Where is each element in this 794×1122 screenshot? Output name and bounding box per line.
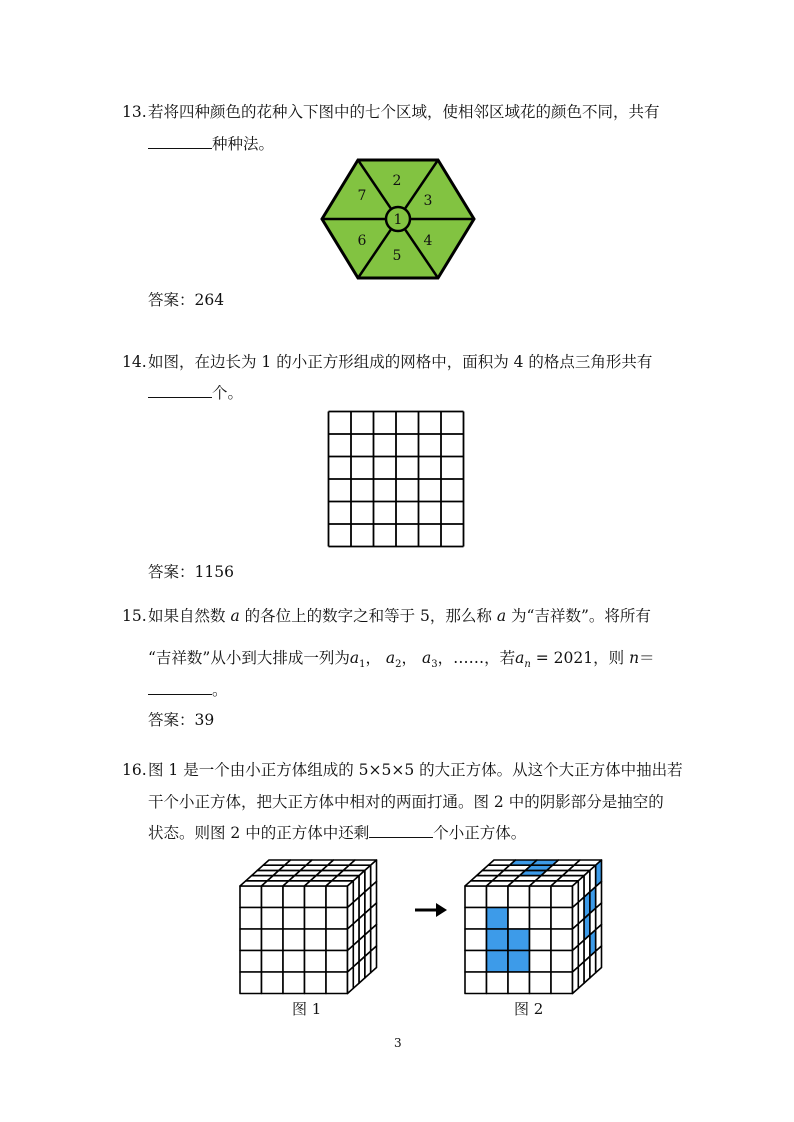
answer-blank — [148, 383, 212, 398]
q16-text-line1: 图 1 是一个由小正方体组成的 5×5×5 的大正方体。从这个大正方体中抽出若 — [148, 761, 683, 779]
answer-value: 264 — [194, 291, 225, 309]
answer-value: 39 — [194, 711, 215, 729]
answer-blank — [369, 823, 433, 838]
answer-value: 1156 — [194, 563, 234, 581]
q14-text-line2 — [148, 383, 243, 403]
grid-figure — [327, 410, 467, 550]
q16-number: 16. — [122, 761, 147, 779]
cube-figure-1 — [240, 860, 377, 994]
fig1-caption: 图 1 — [292, 1000, 322, 1018]
q13-line2-suffix: 种种法。 — [212, 135, 275, 153]
q13-text-line1: 若将四种颜色的花种入下图中的七个区域，使相邻区域花的颜色不同，共有 — [148, 103, 660, 121]
region-label-7: 7 — [357, 188, 367, 204]
q14-text-line1: 如图，在边长为 1 的小正方形组成的网格中，面积为 4 的格点三角形共有 — [148, 353, 653, 371]
region-label-4: 4 — [423, 233, 433, 249]
q15-text-line1: 如果自然数 a 的各位上的数字之和等于 5，那么称 a 为“吉祥数”。将所有 — [148, 607, 651, 625]
q14-number: 14. — [122, 353, 147, 371]
region-label-3: 3 — [423, 193, 433, 209]
answer-label: 答案： — [148, 563, 195, 581]
region-label-2: 2 — [392, 173, 402, 189]
answer-blank — [148, 680, 212, 695]
region-label-5: 5 — [392, 248, 402, 264]
page-number: 3 — [394, 1036, 402, 1050]
hexagon-figure — [318, 155, 478, 281]
q15-answer — [148, 710, 214, 730]
q14-line2-suffix: 个。 — [212, 384, 244, 402]
region-label-1: 1 — [393, 212, 403, 228]
answer-label: 答案： — [148, 291, 195, 309]
cube-figures — [230, 848, 630, 998]
q15-text-line3: 。 — [148, 680, 228, 700]
q15-text-line2: “吉祥数”从小到大排成一列为$a_1$， $a_2$， $a_3$，……，若$a_n = 2021$，则 n＝ — [148, 649, 655, 671]
region-label-6: 6 — [357, 233, 367, 249]
q13-answer — [148, 290, 224, 310]
q16-text-line3: 状态。则图 2 中的正方体中还剩 个小正方体。 — [148, 824, 527, 842]
answer-blank — [148, 134, 212, 149]
cube-figure-2 — [465, 860, 602, 994]
q13-text-line2 — [148, 134, 274, 154]
answer-label: 答案： — [148, 711, 195, 729]
q16-text-line2: 干个小正方体，把大正方体中相对的两面打通。图 2 中的阴影部分是抽空的 — [148, 793, 664, 811]
q15-number: 15. — [122, 607, 147, 625]
q13-number: 13. — [122, 103, 147, 121]
arrow-icon — [415, 903, 447, 917]
q14-answer — [148, 562, 234, 582]
fig2-caption: 图 2 — [514, 1000, 544, 1018]
